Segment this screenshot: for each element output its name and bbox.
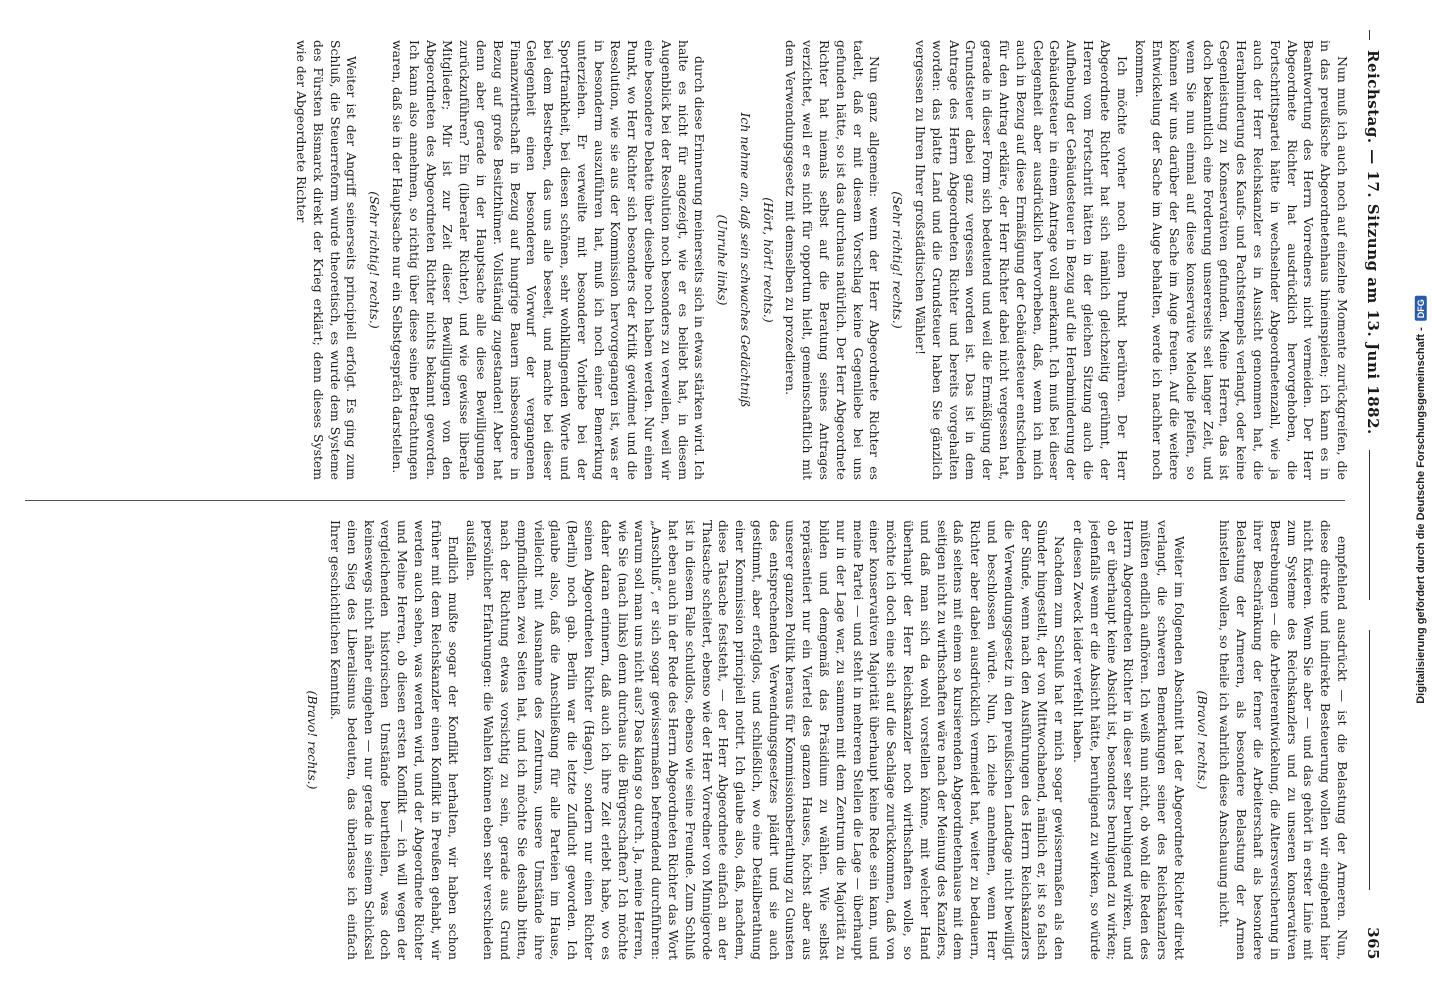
paragraph: Weiter ist der Angriff seinerseits principiell erfolgt. Es ging zum Schluß, die Steuerreform wurde theoretisch, es wurde dem Systeme des Fürsten Bismarck direkt der Krieg erklärt; denn dieses System wie der Abgeordnete Richter [293,40,360,480]
paragraph: Nachdem zum Schluß hat er mich sogar gewissermaßen als den Sünder hingestellt, der von Mittwochabend, nämlich er, ist so falsch der Sünde, wenn nach den Ausführungen des Herrn Reichskanzlers die Verwendungsgesetz in den preußischen Landtage nicht bewilligt und beschlossen würde. Nun, ich ziehe annehmen, wenn Herr Richter aber dabei ausdrücklich vermeidet hat, weiter zu bedauern, daß seitens mit einem so kursierenden Abgeordnetenhause mit dem seitigen nicht zu wirthschaften wäre nach der Meinung des Kanzlers, und daß man sich da wohl vorstellen könne, mit welcher Hand überhaupt der Herr Reichskanzler noch wirthschaften wolle, so möchte ich doch eine sich auf die Sachlage zurückkommen, daß von einer konservativen Majorität überhaupt keine Rede sein kann, und meine Partei — und steht in mehreren Stellen die Lage — überhaupt nur in der Lage war, zu sammen mit dem Zentrum die Majorität zu bilden und demgemäß das Präsidium zu wählen. Wie selbst repräsentiert nur ein Viertel des ganzen Hauses, höchst aber aus unserer ganzen Politik heraus für Kommissionsberathung zu Gunsten des entsprechenden Verwendungsgesetzes plädirt und sie auch gestimmt, aber erfolglos, und schließlich, wo eine Detailberathung einer Kommission principiell notirt. Ich glaube also, daß, nachdem, diese Tatsache feststeht, — der Herr Abgeordnete einfach an der Thatsache scheitert, ebenso wie der Herr Vorredner von Minnigerode ist in diesem Falle schuldlos, ebenso wie seine Freunde. Zum Schluß hat eben auch in der Rede des Herrn Abgeordneten Richter das Wort „Anschluß“, er sich sogar gewissermaßen befremdend durchführen: warum soll man uns nicht aus? Das klang so durch. Ja, meine Herren, wie Sie (nach links) denn durchaus die Bürgerschaften? Ich möchte daher daran erinnern, daß auch ich ihre Zeit erlebt habe, wo es seinen Abgeordneten Richter (Hagen), sondern nur einen Richter (Berlin) noch gab. Berlin war die letzte Zuflucht geworden. Ich glaube also, daß die Anschließung für alle Parteien im Hause, vielleicht mit Ausnahme des Zentrums, unsere Umstände ihre empfindlichen zwei Seiten hat, und ich möchte Sie deshalb bitten, nach der Richtung etwas vorsichtig zu sein, gerade aus Grund persönlicher Erfahrungen: die Wahlen können eben sehr verschieden ausfallen. [464,520,1068,960]
remark: (Hört, hört! rechts.) [760,197,776,323]
column-divider [25,500,1345,501]
remark: (Bravo! rechts.) [1194,690,1210,790]
text-column-right [20,520,1350,960]
paragraph: Endlich mußte sogar der Konflikt herhalten, wir haben schon früher mit dem Reichskanzler einen Konflikt in Preußen gehabt, wir werden auch sehen, was werden wird, und der Abgeordnete Richter und Meine Herren, ob diesen ersten Konflikt — ich will wegen der vergleichenden historischen Umstände beurtheilen, was doch keineswegs nicht näher eingehen — nur gerade in seinem Schicksal einen Sieg des Liberalismus bedeuten, das überlasse ich einfach Ihrer geschichtlichen Kenntniß. [327,520,461,960]
dfg-logo-icon: DFG [1415,296,1427,321]
remark: (Unruhe links) [715,214,731,306]
credit-text: Digitalisierung gefördert durch die Deutsche Forschungsgemeinschaft - [1415,327,1428,704]
text-column-left [20,40,1350,480]
paragraph: durch diese Erinnerung meinerseits sich in etwas stärken wird. Ich halte es nicht für angezeigt, wie er es beliebt hat, in diesem Augenblick bei der Resolution noch besonders zu verweilen, weil wir eine besondere Debatte über dieselbe noch haben werden. Nur einen Punkt, wo Herr Richter sich besonders der Kritik gewidmet und die Resolution, wie sie aus der Kommission hervorgegangen ist, was er in besonderm auszuführen hat, muß ich noch einer Bemerkung unterziehen. Er verweilte mit besonderer Vorliebe bei der Sportfrankheit, bei diesen schönen, sehr wohlklingenden Worte und bei dem Bestreben, das uns alle beseelt, und machte bei dieser Gelegenheit einen besonderen Vorwurf der vergangenen Finanzwirthschaft in Bezug auf hungrige Bauern insbesondere in Bezug auf große Besitzthümer. Vollständig zugestanden! Aber hat denn aber gerade in der Hauptsache alle diese Bewilligungen zurückzuführen? Ein (liberaler Richter), und wie gewisse liberale Mitglieder; Mir ist zur Zeit dieser Bewilligungen von den Abgeordneten des Abgeordneten Richter nichts bekannt geworden. Ich kann also annehmen, so richtig über diese seine Betrachtungen waren, daß sie in der Hauptsache nur ein Selbstgespräch darstellen. [389,40,708,480]
header-rule-right [1369,630,1370,890]
paragraph: Ich möchte vorher noch einen Punkt berühren. Der Herr Abgeordnete Richter hat sich nämlich gleichzeitig gerühmt, der Herren vom Fortschritt hätten in der gleichen Sitzung auch die Aufhebung der Gebäudesteuer in Bezug auf die Herabminderung der Gebäudesteuer in einem Antrage voll anerkannt. Ich muß bei dieser Gelegenheit aber ausdrücklich hervorheben, daß, wenn ich mich auch in Bezug auf diese Ermäßigung der Gebäudesteuer entschieden für den Antrag erkläre, der Herr Richter dabei nicht vergessen hat, gerade in dieser Form sich bedeutend und weil die Ermäßigung der Grundsteuer dabei ganz vergessen worden ist. Das ist in dem Antrage des Herrn Abgeordneten Richter und bereits vorgehalten worden: das platte Land und die Grundsteuer haben Sie gänzlich vergessen zu Ihren Ihrer großstädtischen Wähler! [913,40,1130,480]
remark: (Bravo! rechts.) [305,690,321,790]
dfg-credit [1412,8,1430,992]
paragraph: Nun muß ich auch noch auf einzelne Momente zurückgreifen, die in das preußische Abgeordnetenhaus hineinspielen; ich kann es in Beantwortung des Herrn Vorredners nicht vermeiden. Der Herr Abgeordnete Richter hat ausdrücklich hervorgehoben, die Fortschrittspartei hätte in wechselnder Abgeordnetenzahl, wie ja auch der Herr Reichskanzler es in Aussicht genommen hat, die Herabminderung des Kaufs- und Pachtstempels verlangt, oder keine Gegenleistung zu Konservativen gefunden. Meine Herren, das ist doch bekanntlich eine Forderung unsererseits seit langer Zeit, und wenn Sie nun einmal auf diese konservative Melodie pfeifen, so können wir uns darüber der Sache im Auge freuen. Auf die weitere Entwickelung der Sache im Auge behalten, werde ich nachher noch kommen. [1133,40,1350,480]
paragraph: Nun ganz allgemein: wenn der Herr Abgeordnete Richter es tadelt, daß er mit diesem Vorschlag keine Gegenliebe bei uns gefunden hätte, so ist das durchaus natürlich. Der Herr Abgeordnete Richter hat niemals selbst auf die Beratung seines Antrages verzichtet, weil er es nicht für opportun hielt, gemeinschaftlich mit dem Verwendungsgesetz mit demselben zu prozedieren. [783,40,883,480]
page-number: 365 [1364,927,1382,960]
remark: Ich nehme an, daß sein schwaches Gedächtniß [737,112,753,408]
paragraph: Weiter im folgenden Abschnitt hat der Abgeordnete Richter direkt verlangt, die schweren Bemerkungen seiner des Reichskanzlers müßten endlich aufhören. Ich weiß nun nicht, ob wohl die Reden des Herrn Abgeordneten Richter in dieser sehr beruhigend wirken, und ob er überhaupt keine Absicht ist, besonders beruhigend zu wirken; jedenfalls wenn er die Absicht hätte, beruhigend zu wirken, so würde er diesen Zweck leider verfehlt haben. [1071,520,1187,960]
remark: (Sehr richtig! rechts.) [890,191,906,329]
header-rule-left [1369,30,1370,40]
page-header [1352,30,1392,970]
remark: (Sehr richtig! rechts.) [367,191,383,329]
header-rule-middle [1369,450,1370,600]
page-title: Reichstag. — 17. Sitzung am 13. Juni 1882. [1364,50,1382,435]
paragraph: empfehlend ausdrückt — ist die Belastung der Armeren. Nun, diese direkte und indirekte Besteuerung wollen wir eingehend hier nicht fixieren. Wenn Sie aber — und das gehört in erster Linie mit zum Systeme des Reichskanzlers und zu unseren konservativen Bestrebungen — die Arbeiterentwickelung, die Altersversicherung in ihrer Beschränkung der ferner die Arbeiterschaft als besondere Belastung der Armeren, als besondere Belastung der Armen hinstellen wollen, so theile ich wahrlich diese Anschauung nicht. [1217,520,1350,960]
